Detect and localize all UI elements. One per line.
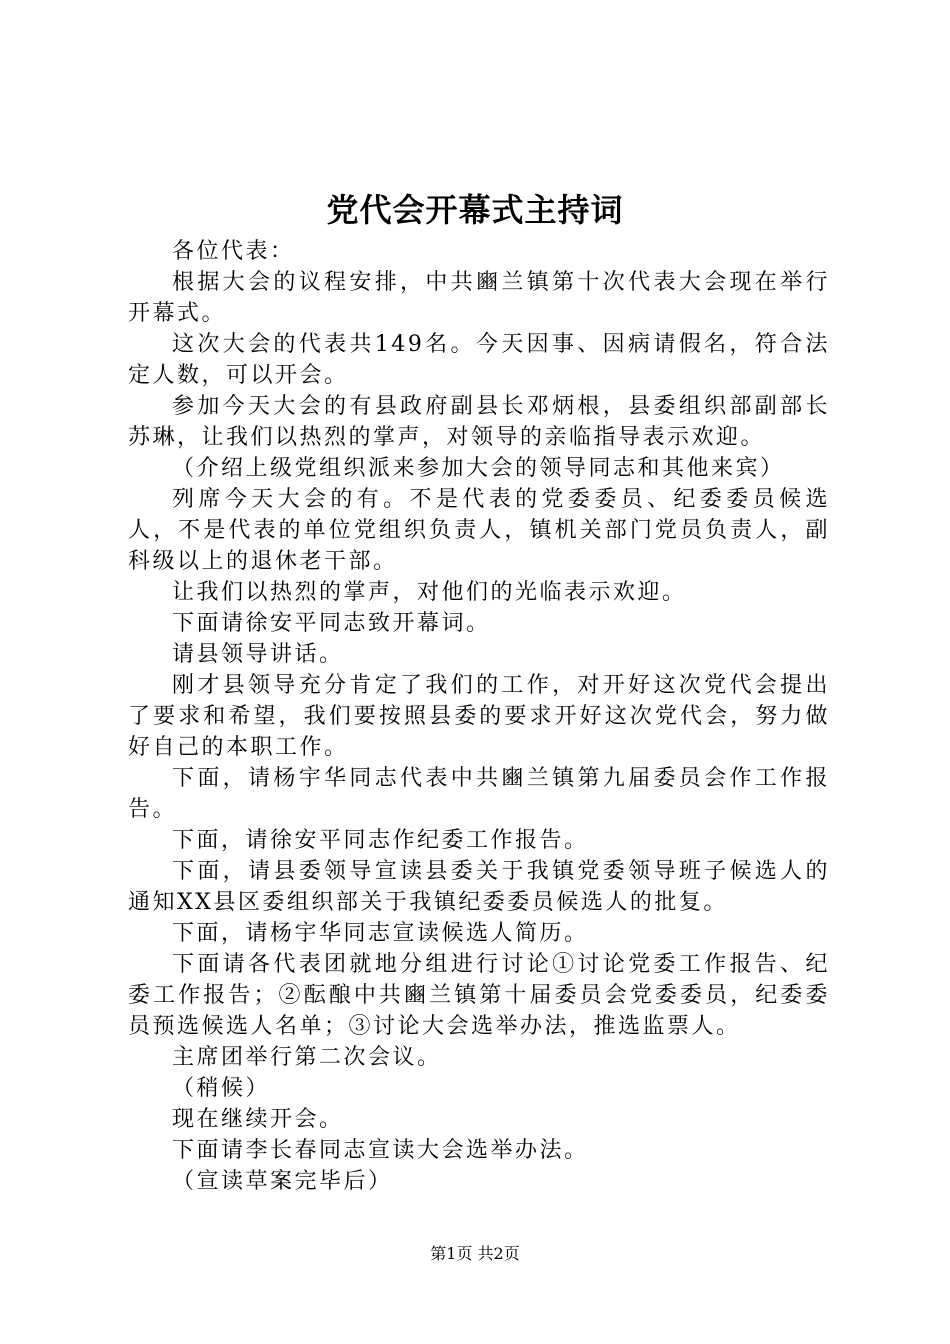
paragraph: 请县领导讲话。 xyxy=(172,642,344,667)
paragraph: 下面请徐安平同志致开幕词。 xyxy=(172,611,491,636)
paragraph: 下面，请县委领导宣读县委关于我镇党委领导班子候选人的通知XX县区委组织部关于我镇纪委委员候选人的批复。 xyxy=(128,859,830,915)
document-body xyxy=(128,236,830,1197)
paragraph: （稍候） xyxy=(172,1076,271,1101)
paragraph: 主席团举行第二次会议。 xyxy=(172,1045,442,1070)
paragraph: 下面，请杨宇华同志宣读候选人简历。 xyxy=(172,921,589,946)
paragraph: 现在继续开会。 xyxy=(172,1107,344,1132)
document-title: 党代会开幕式主持词 xyxy=(326,191,624,229)
paragraph: （介绍上级党组织派来参加大会的领导同志和其他来宾） xyxy=(172,456,785,481)
paragraph: 参加今天大会的有县政府副县长邓炳根，县委组织部副部长苏琳，让我们以热烈的掌声，对领导的亲临指导表示欢迎。 xyxy=(128,394,830,450)
paragraph: 根据大会的议程安排，中共豳兰镇第十次代表大会现在举行开幕式。 xyxy=(128,270,830,326)
paragraph: 列席今天大会的有。不是代表的党委委员、纪委委员候选人，不是代表的单位党组织负责人，镇机关部门党员负责人，副科级以上的退休老干部。 xyxy=(128,487,830,574)
paragraph: 下面请各代表团就地分组进行讨论①讨论党委工作报告、纪委工作报告；②酝酿中共豳兰镇第十届委员会党委委员，纪委委员预选候选人名单；③讨论大会选举办法，推选监票人。 xyxy=(128,952,830,1039)
paragraph: 下面，请徐安平同志作纪委工作报告。 xyxy=(172,828,589,853)
paragraph-salutation: 各位代表： xyxy=(172,239,295,264)
paragraph: 这次大会的代表共149名。今天因事、因病请假名，符合法定人数，可以开会。 xyxy=(128,332,830,388)
paragraph: （宣读草案完毕后） xyxy=(172,1169,393,1194)
page-number-footer: 第1页 共2页 xyxy=(430,1244,520,1263)
paragraph: 下面，请杨宇华同志代表中共豳兰镇第九届委员会作工作报告。 xyxy=(128,766,830,822)
paragraph: 让我们以热烈的掌声，对他们的光临表示欢迎。 xyxy=(172,580,687,605)
paragraph: 刚才县领导充分肯定了我们的工作，对开好这次党代会提出了要求和希望，我们要按照县委的要求开好这次党代会，努力做好自己的本职工作。 xyxy=(128,673,830,760)
paragraph: 下面请李长春同志宣读大会选举办法。 xyxy=(172,1138,589,1163)
